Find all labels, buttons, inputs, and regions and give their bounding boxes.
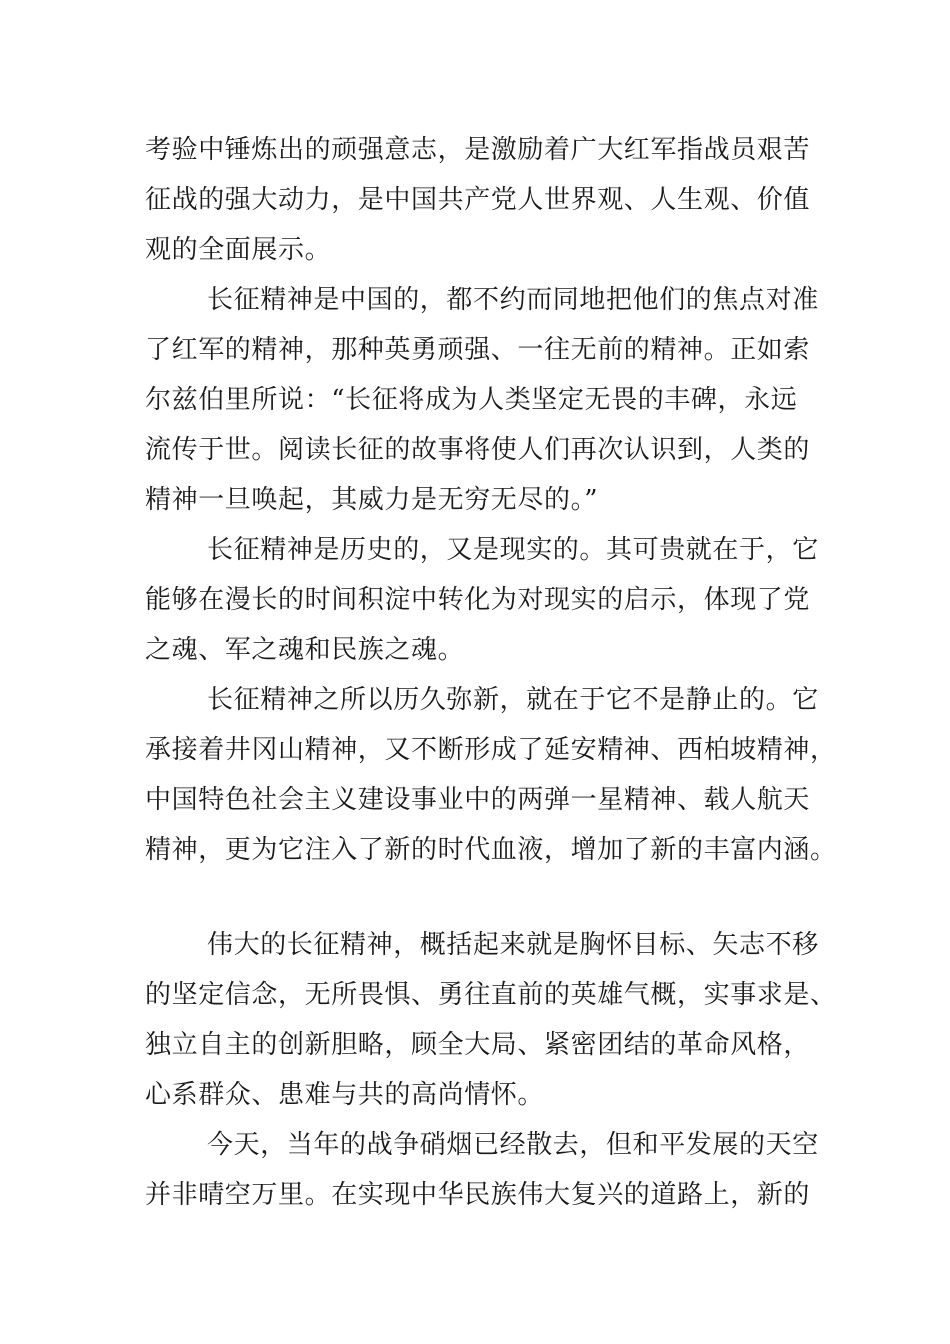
paragraph-1-line-3: 观的全面展示。 (145, 235, 332, 265)
paragraph-5-line-4: 心系群众、患难与共的高尚情怀。 (145, 1080, 545, 1110)
paragraph-2-line-2: 了红军的精神，那种英勇顽强、一往无前的精神。正如索 (145, 335, 811, 365)
paragraph-2-line-3: 尔兹伯里所说：“长征将成为人类坚定无畏的丰碑，永远 (145, 385, 798, 415)
paragraph-3-line-1: 长征精神是历史的，又是现实的。其可贵就在于，它 (207, 535, 819, 565)
paragraph-2-line-1: 长征精神是中国的，都不约而同地把他们的焦点对准 (207, 285, 819, 315)
paragraph-4-line-3: 中国特色社会主义建设事业中的两弹一星精神、载人航天 (145, 785, 811, 815)
paragraph-2-line-5: 精神一旦唤起，其威力是无穷无尽的。” (145, 485, 599, 515)
paragraph-4-line-4: 精神，更为它注入了新的时代血液，增加了新的丰富内涵。 (145, 835, 837, 865)
paragraph-5-line-3: 独立自主的创新胆略，顾全大局、紧密团结的革命风格， (145, 1030, 811, 1060)
paragraph-5-line-1: 伟大的长征精神，概括起来就是胸怀目标、矢志不移 (207, 930, 819, 960)
paragraph-4-line-2: 承接着井冈山精神，又不断形成了延安精神、西柏坡精神， (145, 735, 837, 765)
paragraph-3-line-3: 之魂、军之魂和民族之魂。 (145, 635, 465, 665)
paragraph-2-line-4: 流传于世。阅读长征的故事将使人们再次认识到，人类的 (145, 435, 811, 465)
paragraph-1-line-2: 征战的强大动力，是中国共产党人世界观、人生观、价值 (145, 185, 811, 215)
paragraph-5-line-2: 的坚定信念，无所畏惧、勇往直前的英雄气概，实事求是、 (145, 980, 837, 1010)
paragraph-6-line-2: 并非晴空万里。在实现中华民族伟大复兴的道路上，新的 (145, 1180, 811, 1210)
paragraph-4-line-1: 长征精神之所以历久弥新，就在于它不是静止的。它 (207, 685, 819, 715)
paragraph-6-line-1: 今天，当年的战争硝烟已经散去，但和平发展的天空 (207, 1130, 819, 1160)
paragraph-1-line-1: 考验中锤炼出的顽强意志，是激励着广大红军指战员艰苦 (145, 135, 811, 165)
paragraph-3-line-2: 能够在漫长的时间积淀中转化为对现实的启示，体现了党 (145, 585, 811, 615)
